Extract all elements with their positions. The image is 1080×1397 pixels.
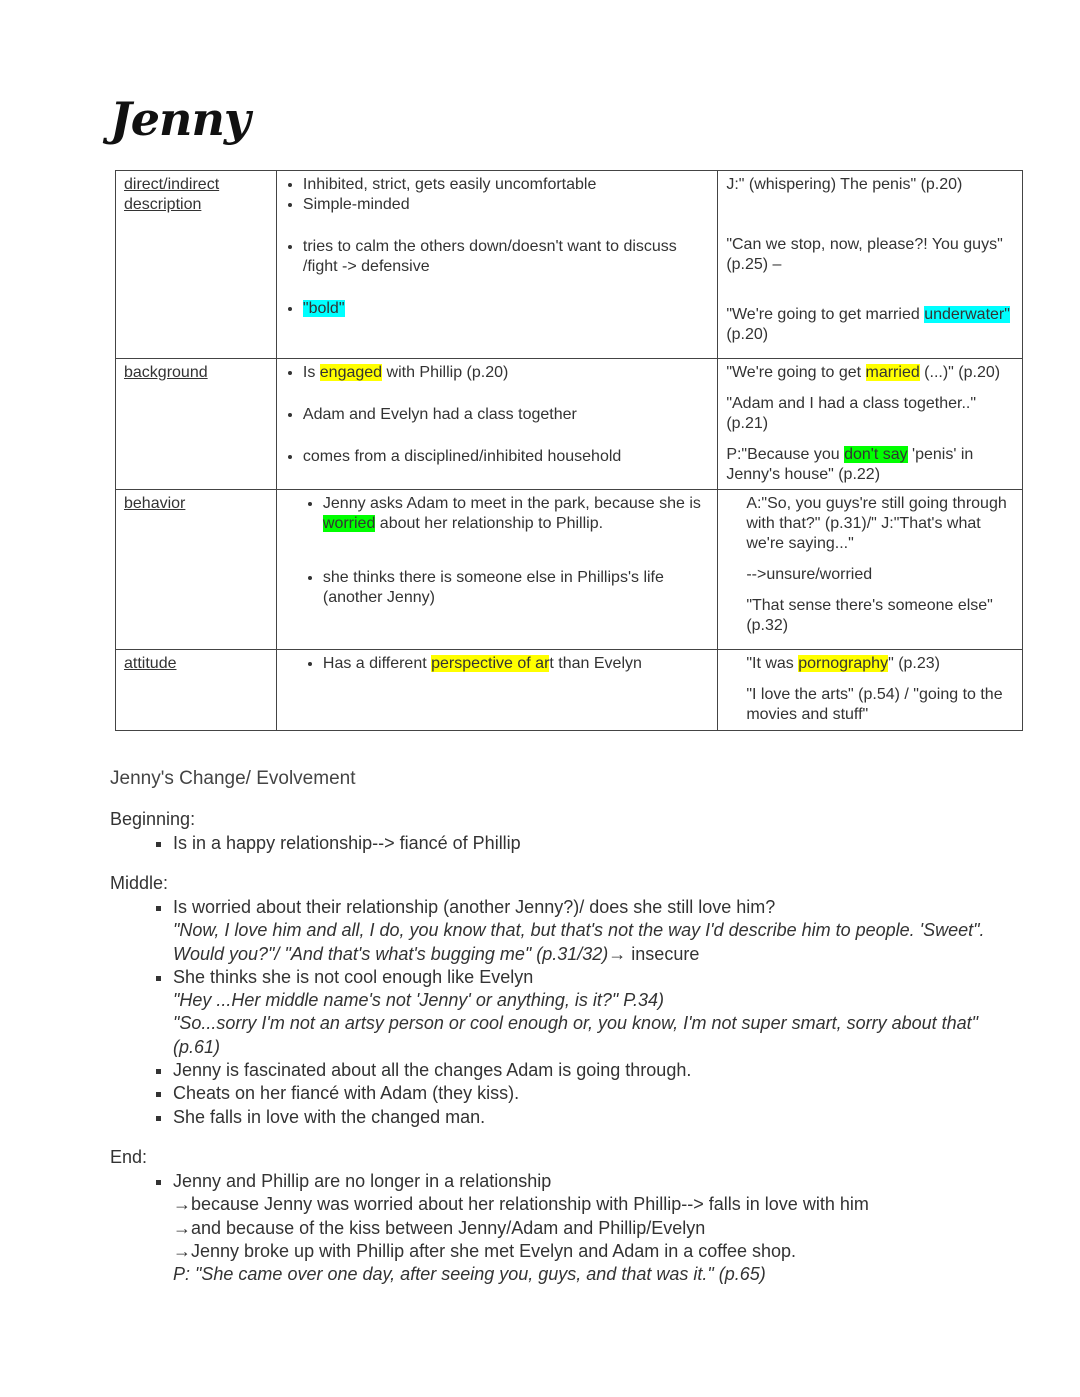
text: She thinks she is not cool enough like Evelyn (173, 966, 534, 987)
quote: "I love the arts" (p.54) / "going to the movies and stuff" (746, 686, 1003, 723)
text: →because Jenny was worried about her relationship with Phillip--> falls in love with him (173, 1194, 869, 1215)
quote-text: "We're going to get married (726, 306, 925, 323)
section-heading: Jenny's Change/ Evolvement (110, 768, 356, 789)
text: →and because of the kiss between Jenny/Adam and Phillip/Evelyn (173, 1217, 706, 1238)
middle-list (145, 896, 1023, 1129)
list-item: ▪ Is in a happy relationship--> fiancé of Phillip (173, 832, 521, 855)
quote (726, 363, 1014, 383)
row-quotes (718, 650, 1023, 731)
row-quotes (718, 171, 1023, 359)
list-item: • she thinks there is someone else in Phillips's life (another Jenny) (323, 568, 709, 608)
list-item: • tries to calm the others down/doesn't want to discuss /fight -> defensive (303, 237, 709, 277)
table-row (116, 359, 1023, 490)
text: Is (302, 364, 320, 381)
quote: -->unsure/worried (746, 566, 873, 583)
text: →Jenny broke up with Phillip after she met Evelyn and Adam in a coffee shop. (173, 1240, 797, 1261)
text: Is worried about their relationship (another Jenny?)/ does she still love him? (173, 897, 776, 917)
text: → insecure (608, 943, 700, 964)
page-title: Jenny (110, 92, 250, 146)
middle-label: Middle: (110, 873, 169, 893)
text: Jenny and Phillip are no longer in a relationship (173, 1171, 552, 1191)
list-item (323, 494, 709, 534)
list-item: • Adam and Evelyn had a class together (303, 405, 709, 425)
table-row (116, 171, 1023, 359)
text: Has a different (322, 655, 432, 672)
quote: "Hey ...Her middle name's not 'Jenny' or anything, is it?" P.34) (173, 990, 664, 1011)
row-label: attitude (116, 650, 277, 731)
row-label: direct/indirect description (116, 171, 277, 359)
list-item (303, 363, 709, 383)
quote (726, 305, 1014, 345)
beginning-list (145, 832, 521, 855)
list-item: ▪ Cheats on her fiancé with Adam (they kiss). (173, 1082, 1023, 1105)
row-quotes (718, 359, 1023, 490)
highlight: engaged (319, 364, 383, 381)
text: Jenny asks Adam to meet in the park, because she is (322, 495, 701, 512)
quote (726, 445, 1014, 485)
quote: "Can we stop, now, please?! You guys" (p.25) – (726, 236, 1003, 273)
text: P:"Because you (726, 446, 845, 463)
quote: "That sense there's someone else" (p.32) (746, 597, 993, 634)
highlight: "bold" (302, 300, 345, 317)
text: with Phillip (p.20) (382, 364, 509, 381)
end-list (145, 1170, 1023, 1286)
text: " (p.23) (888, 655, 940, 672)
quote (746, 654, 1014, 674)
row-points (276, 490, 717, 650)
highlight: underwater" (924, 306, 1010, 323)
list-item: ▪ Jenny is fascinated about all the changes Adam is going through. (173, 1059, 1023, 1082)
list-item (323, 654, 709, 674)
text: 'penis' in Jenny's house" (p.22) (726, 446, 974, 483)
highlight: perspective of ar (431, 655, 550, 672)
text: "It was (746, 655, 799, 672)
beginning-label: Beginning: (110, 809, 196, 829)
quote-text: (p.20) (726, 326, 769, 343)
row-quotes (718, 490, 1023, 650)
table-row (116, 650, 1023, 731)
row-label: behavior (116, 490, 277, 650)
quote: J:" (whispering) The penis" (p.20) (726, 176, 963, 193)
highlight: pornography (798, 655, 889, 672)
row-points (276, 171, 717, 359)
row-points (276, 650, 717, 731)
quote: "Adam and I had a class together.." (p.21) (726, 395, 977, 432)
list-item (173, 1170, 1023, 1286)
list-item (173, 896, 1023, 966)
text: about her relationship to Phillip. (375, 515, 604, 532)
table-row (116, 490, 1023, 650)
quote: P: "She came over one day, after seeing you, guys, and that was it." (p.65) (173, 1264, 766, 1285)
list-item (173, 966, 1023, 1059)
list-item: • Simple-minded (303, 195, 709, 215)
quote: "So...sorry I'm not an artsy person or cool enough or, you know, I'm not super smart, sorry about that" (p.61) (173, 1013, 979, 1057)
end-label: End: (110, 1147, 148, 1167)
list-item: • comes from a disciplined/inhibited household (303, 447, 709, 467)
text: (...)" (p.20) (919, 364, 1001, 381)
text: "We're going to get (726, 364, 866, 381)
list-item: • Inhibited, strict, gets easily uncomfortable (303, 175, 709, 195)
row-label: background (116, 359, 277, 490)
highlight: worried (322, 515, 376, 532)
text: t than Evelyn (549, 655, 642, 672)
quote: "Now, I love him and all, I do, you know that, but that's not the way I'd describe him to people. 'Sweet". Would you?"/ "And that's what's bugging me" (p.31/32) (173, 920, 985, 964)
list-item: ▪ She falls in love with the changed man. (173, 1106, 1023, 1129)
character-table (115, 170, 1023, 731)
row-points (276, 359, 717, 490)
list-item (303, 299, 709, 319)
highlight: don't say (844, 446, 908, 463)
highlight: married (865, 364, 920, 381)
quote: A:"So, you guys're still going through with that?" (p.31)/" J:"That's what we're saying..." (746, 495, 1007, 552)
